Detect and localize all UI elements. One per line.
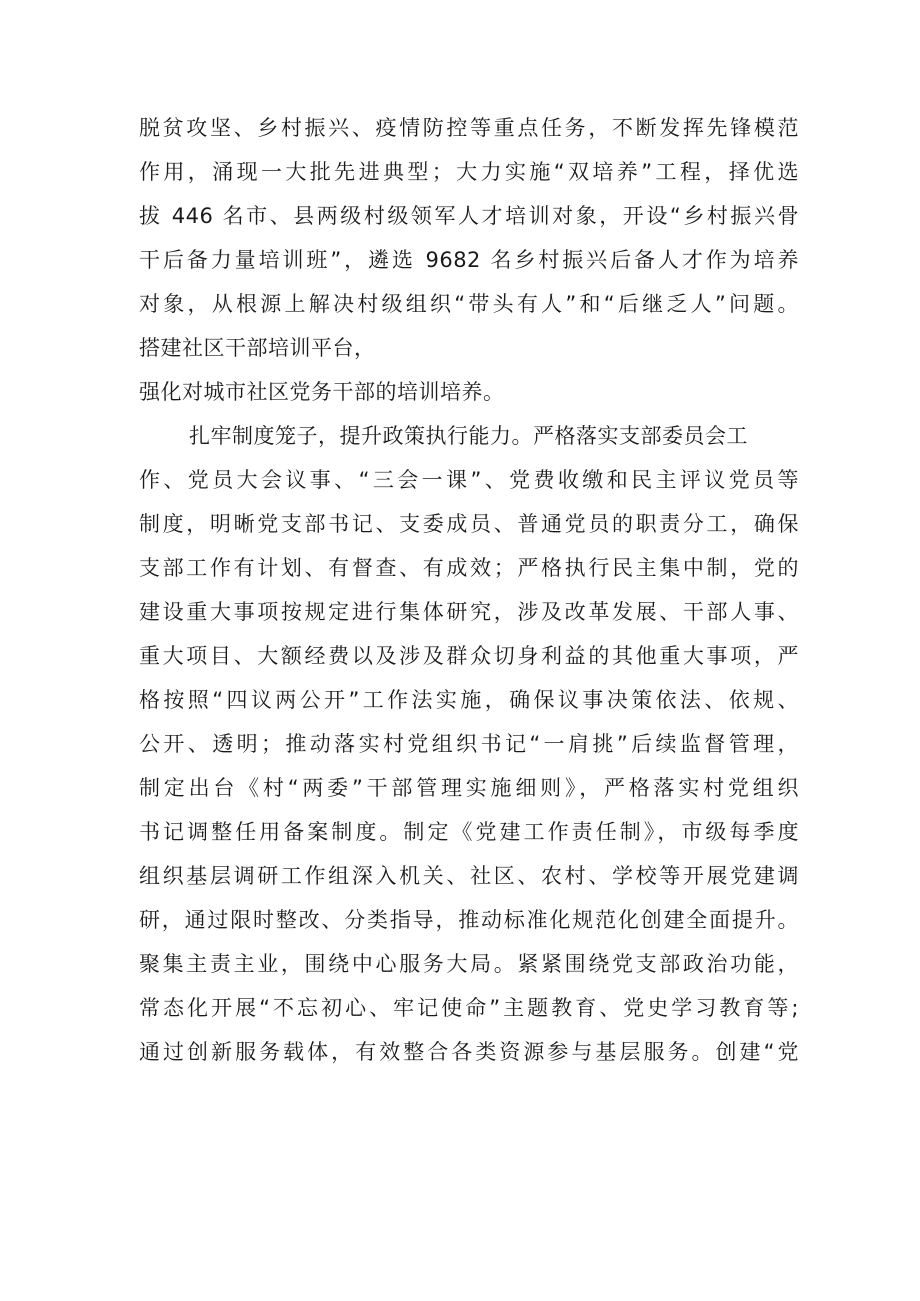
text-line: 重大项目、大额经费以及涉及群众切身利益的其他重大事项，严 bbox=[139, 644, 799, 668]
text-line: 公开、透明；推动落实村党组织书记“一肩挑”后续监督管理， bbox=[139, 732, 799, 756]
text-line: 作用，涌现一大批先进典型；大力实施“双培养”工程，择优选 bbox=[139, 160, 799, 184]
text-line: 研，通过限时整改、分类指导，推动标准化规范化创建全面提升。 bbox=[139, 908, 799, 932]
text-line: 支部工作有计划、有督查、有成效；严格执行民主集中制，党的 bbox=[139, 556, 799, 580]
text-line: 组织基层调研工作组深入机关、社区、农村、学校等开展党建调 bbox=[139, 864, 799, 888]
text-line: 作、党员大会议事、“三会一课”、党费收缴和民主评议党员等 bbox=[139, 468, 799, 492]
text-line: 聚集主责主业，围绕中心服务大局。紧紧围绕党支部政治功能， bbox=[139, 952, 799, 976]
text-line: 对象，从根源上解决村级组织“带头有人”和“后继乏人”问题。 bbox=[139, 292, 799, 316]
text-line: 脱贫攻坚、乡村振兴、疫情防控等重点任务，不断发挥先锋模范 bbox=[139, 116, 799, 140]
text-line: 书记调整任用备案制度。制定《党建工作责任制》，市级每季度 bbox=[139, 820, 799, 844]
text-line: 搭建社区干部培训平台， bbox=[139, 336, 376, 360]
text-line: 拔 446 名市、县两级村级领军人才培训对象，开设“乡村振兴骨 bbox=[139, 204, 799, 228]
text-line: 制定出台《村“两委”干部管理实施细则》，严格落实村党组织 bbox=[139, 776, 799, 800]
text-line: 格按照“四议两公开”工作法实施，确保议事决策依法、依规、 bbox=[139, 688, 799, 712]
text-line: 强化对城市社区党务干部的培训培养。 bbox=[139, 380, 505, 404]
text-line: 常态化开展“不忘初心、牢记使命”主题教育、党史学习教育等; bbox=[139, 996, 799, 1020]
text-line: 制度，明晰党支部书记、支委成员、普通党员的职责分工，确保 bbox=[139, 512, 799, 536]
paragraph-first-line: 扎牢制度笼子，提升政策执行能力。严格落实支部委员会工 bbox=[189, 424, 748, 448]
text-line: 通过创新服务载体，有效整合各类资源参与基层服务。创建“党 bbox=[139, 1040, 799, 1064]
text-line: 干后备力量培训班”，遴选 9682 名乡村振兴后备人才作为培养 bbox=[139, 248, 799, 272]
text-line: 建设重大事项按规定进行集体研究，涉及改革发展、干部人事、 bbox=[139, 600, 799, 624]
